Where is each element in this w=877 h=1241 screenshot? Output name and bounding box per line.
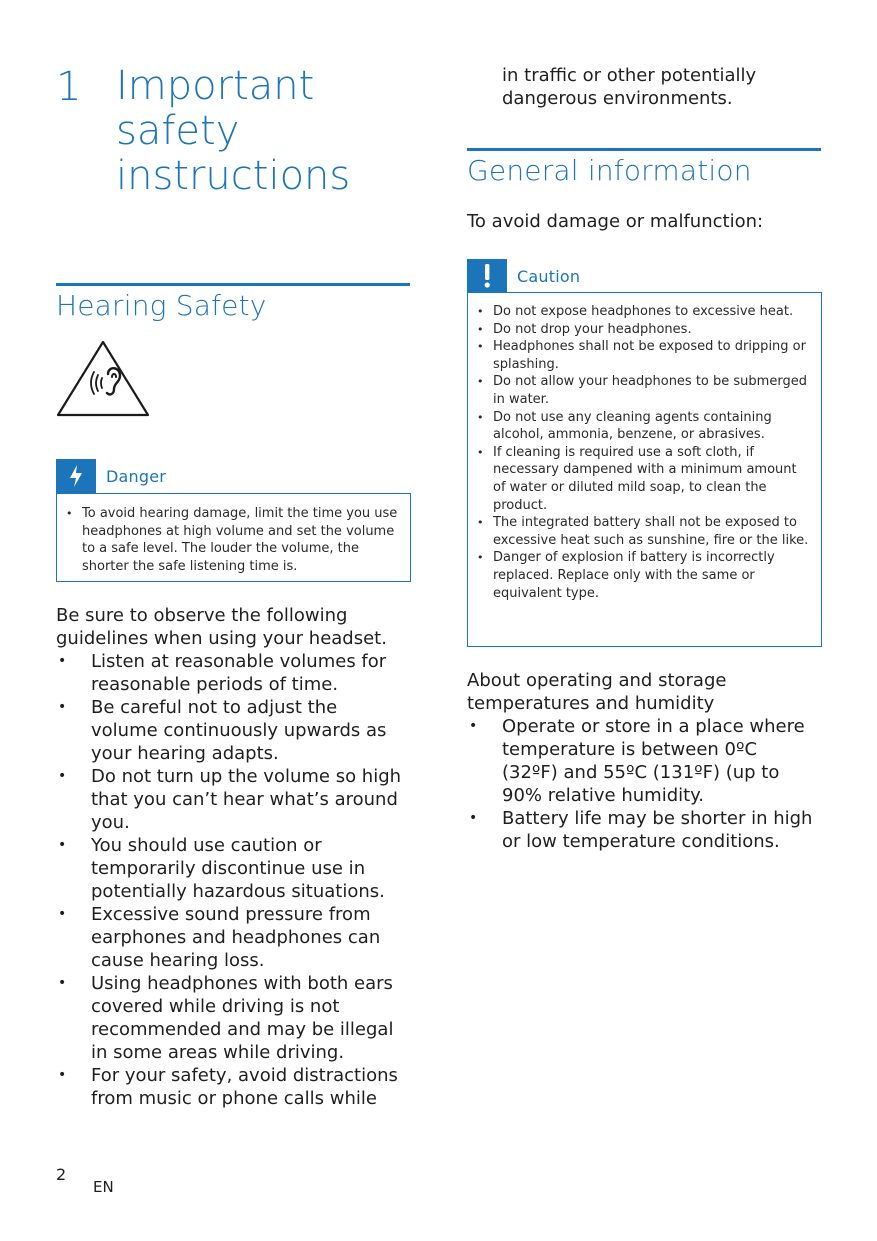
list-item: • Headphones shall not be exposed to dripping or splashing.: [468, 338, 813, 373]
section-divider: [56, 283, 410, 286]
chapter-title-line: safety: [116, 108, 240, 154]
hearing-safety-title: Hearing Safety: [56, 289, 267, 322]
list-item: • Be careful not to adjust the volume continuously upwards as your hearing adapts.: [56, 696, 408, 765]
general-information-title: General information: [467, 154, 752, 187]
danger-label: Danger: [106, 466, 167, 486]
caution-box: [467, 292, 822, 647]
caution-header: [467, 259, 580, 293]
guidelines-list: [56, 650, 408, 1110]
storage-list: [467, 715, 817, 853]
danger-list: [57, 505, 402, 575]
chapter-title-line: Important: [116, 63, 315, 109]
chapter-title: [116, 64, 416, 199]
guideline-continuation: in traffic or other potentially dangerous environments.: [502, 65, 757, 109]
storage-title: About operating and storage temperatures and humidity: [467, 670, 727, 714]
danger-header: [56, 459, 166, 493]
guidelines-intro: Be sure to observe the following guidelines when using your headset.: [56, 605, 387, 649]
list-item: • Battery life may be shorter in high or low temperature conditions.: [467, 807, 817, 853]
caution-list: [468, 303, 813, 602]
exclamation-icon: [467, 259, 507, 293]
list-item: • Do not turn up the volume so high that you can’t hear what’s around you.: [56, 765, 408, 834]
list-item: • The integrated battery shall not be exposed to excessive heat such as sunshine, fire or the like.: [468, 514, 813, 549]
list-item: • Do not expose headphones to excessive heat.: [468, 303, 813, 321]
lightning-icon: [56, 459, 96, 493]
list-item: • Do not allow your headphones to be submerged in water.: [468, 373, 813, 408]
list-item: • Do not use any cleaning agents containing alcohol, ammonia, benzene, or abrasives.: [468, 409, 813, 444]
list-item: • Using headphones with both ears covered while driving is not recommended and may be illegal in some areas while driving.: [56, 972, 408, 1064]
chapter-number: 1: [56, 64, 82, 110]
section-divider: [467, 148, 821, 151]
list-item: • Danger of explosion if battery is incorrectly replaced. Replace only with the same or equivalent type.: [468, 549, 813, 602]
caution-label: Caution: [517, 266, 581, 286]
list-item: • Do not drop your headphones.: [468, 321, 813, 339]
list-item: • You should use caution or temporarily discontinue use in potentially hazardous situations.: [56, 834, 408, 903]
general-intro: To avoid damage or malfunction:: [467, 211, 764, 232]
list-item: • To avoid hearing damage, limit the time you use headphones at high volume and set the volume to a safe level. The louder the volume, the shorter the safe listening time is.: [57, 505, 402, 575]
list-item: • Excessive sound pressure from earphones and headphones can cause hearing loss.: [56, 903, 408, 972]
list-item: • For your safety, avoid distractions from music or phone calls while: [56, 1064, 408, 1110]
list-item: • Operate or store in a place where temperature is between 0ºC (32ºF) and 55ºC (131ºF) (up to 90% relative humidity.: [467, 715, 817, 807]
hearing-warning-icon: [55, 338, 151, 418]
chapter-title-line: instructions: [116, 153, 351, 199]
danger-box: [56, 493, 411, 582]
list-item: • Listen at reasonable volumes for reasonable periods of time.: [56, 650, 408, 696]
language-code: EN: [93, 1178, 114, 1196]
page-number: 2: [56, 1165, 67, 1184]
list-item: • If cleaning is required use a soft cloth, if necessary dampened with a minimum amount of water or diluted mild soap, to clean the product.: [468, 444, 813, 514]
